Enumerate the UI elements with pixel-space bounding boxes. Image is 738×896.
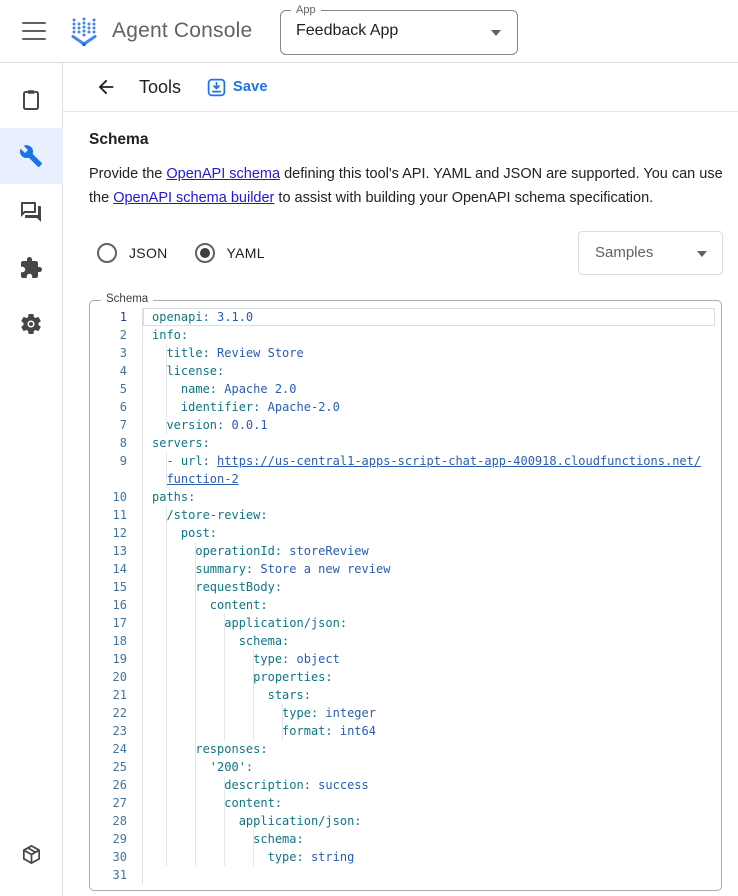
indent-guide — [195, 668, 196, 686]
line-number: 11 — [90, 506, 143, 524]
format-radio-group — [89, 243, 265, 263]
code-token: string — [303, 850, 355, 864]
indent-guide — [195, 614, 196, 632]
line-number: 16 — [90, 596, 143, 614]
code-text — [143, 470, 721, 488]
code-token: operationId: — [195, 544, 283, 558]
indent-guide — [224, 632, 225, 650]
line-number: 1 — [90, 308, 143, 326]
code-line — [90, 794, 721, 812]
indent-guide — [282, 704, 283, 722]
indent-guide — [166, 398, 167, 416]
code-token: Store a new review — [253, 562, 391, 576]
code-token: Apache 2.0 — [217, 382, 297, 396]
radio-selected-icon[interactable] — [195, 243, 215, 263]
product-name: Agent Console — [112, 19, 253, 42]
indent-guide — [195, 560, 196, 578]
code-line — [90, 560, 721, 578]
code-text — [143, 380, 721, 398]
save-button[interactable] — [207, 78, 268, 97]
code-text — [143, 560, 721, 578]
code-token: - url: — [166, 454, 210, 468]
line-number: 14 — [90, 560, 143, 578]
line-number: 31 — [90, 866, 143, 884]
code-line — [90, 578, 721, 596]
schema-heading: Schema — [89, 131, 149, 148]
cube-icon — [20, 843, 43, 866]
line-number: 27 — [90, 794, 143, 812]
code-token: Apache-2.0 — [260, 400, 340, 414]
radio-label: JSON — [129, 245, 168, 261]
code-token: content: — [209, 598, 268, 612]
code-token: success — [310, 778, 369, 792]
code-text — [143, 722, 721, 740]
sidebar-item-clipboard[interactable] — [0, 72, 63, 128]
schema-code-editor[interactable] — [89, 293, 722, 891]
code-line — [90, 344, 721, 362]
line-number: 2 — [90, 326, 143, 344]
back-button[interactable] — [95, 76, 117, 98]
line-number: 3 — [90, 344, 143, 362]
line-number: 21 — [90, 686, 143, 704]
indent-guide — [195, 740, 196, 758]
code-text — [143, 506, 721, 524]
indent-guide — [195, 596, 196, 614]
code-text — [143, 578, 721, 596]
code-line — [90, 470, 721, 488]
dropdown-caret-icon — [697, 251, 707, 257]
indent-guide — [166, 830, 167, 848]
indent-guide — [166, 758, 167, 776]
code-line — [90, 758, 721, 776]
line-number: 23 — [90, 722, 143, 740]
code-token: schema: — [253, 832, 304, 846]
code-text — [143, 848, 721, 866]
code-text — [143, 704, 721, 722]
indent-guide — [166, 596, 167, 614]
code-token: info: — [152, 328, 189, 342]
code-line — [90, 398, 721, 416]
code-token: integer — [318, 706, 376, 720]
indent-guide — [166, 722, 167, 740]
code-token: post: — [180, 526, 218, 540]
code-token: responses: — [195, 742, 268, 756]
indent-guide — [253, 668, 254, 686]
indent-guide — [166, 686, 167, 704]
code-line — [90, 776, 721, 794]
app-select-field-label: App — [291, 4, 321, 16]
indent-guide — [224, 668, 225, 686]
line-number: 24 — [90, 740, 143, 758]
line-number: 10 — [90, 488, 143, 506]
code-token: Review Store — [209, 346, 304, 360]
sidebar-item-conversations[interactable] — [0, 184, 63, 240]
code-token: summary: — [195, 562, 254, 576]
line-number: 7 — [90, 416, 143, 434]
code-text — [143, 632, 721, 650]
line-number: 6 — [90, 398, 143, 416]
indent-guide — [253, 848, 254, 866]
code-line — [90, 434, 721, 452]
code-line — [90, 308, 721, 326]
indent-guide — [166, 470, 167, 488]
dropdown-caret-icon — [491, 30, 501, 36]
code-text — [143, 668, 721, 686]
indent-guide — [166, 362, 167, 380]
app-select-value: Feedback App — [296, 22, 399, 39]
line-number: 30 — [90, 848, 143, 866]
code-token: application/json: — [238, 814, 362, 828]
indent-guide — [166, 668, 167, 686]
code-text — [143, 344, 721, 362]
clipboard-icon — [19, 88, 43, 112]
indent-guide — [166, 650, 167, 668]
line-number: 13 — [90, 542, 143, 560]
code-token: identifier: — [180, 400, 261, 414]
description-text: Provide the — [89, 166, 167, 182]
code-line — [90, 668, 721, 686]
indent-guide — [195, 650, 196, 668]
indent-guide — [166, 344, 167, 362]
indent-guide — [166, 560, 167, 578]
code-text — [143, 866, 721, 884]
indent-guide — [224, 830, 225, 848]
indent-guide — [195, 758, 196, 776]
indent-guide — [224, 776, 225, 794]
code-text — [143, 596, 721, 614]
indent-guide — [253, 722, 254, 740]
indent-guide — [166, 812, 167, 830]
line-number: 18 — [90, 632, 143, 650]
code-line — [90, 362, 721, 380]
top-app-bar — [0, 0, 738, 63]
line-number: 17 — [90, 614, 143, 632]
indent-guide — [195, 812, 196, 830]
code-token: description: — [224, 778, 311, 792]
line-number — [90, 470, 143, 488]
code-line — [90, 596, 721, 614]
code-line — [90, 452, 721, 470]
code-token: paths: — [152, 490, 196, 504]
code-line — [90, 740, 721, 758]
code-line — [90, 812, 721, 830]
code-token: content: — [224, 796, 283, 810]
code-line — [90, 614, 721, 632]
line-number: 28 — [90, 812, 143, 830]
code-line — [90, 650, 721, 668]
line-number: 22 — [90, 704, 143, 722]
code-line — [90, 848, 721, 866]
code-line — [90, 524, 721, 542]
description-text: defining this tool's API. YAML and JSON are supported. You can use the — [89, 166, 723, 206]
indent-guide — [166, 614, 167, 632]
line-number: 25 — [90, 758, 143, 776]
code-token: 0.0.1 — [224, 418, 268, 432]
line-number: 29 — [90, 830, 143, 848]
indent-guide — [166, 632, 167, 650]
code-token: license: — [166, 364, 225, 378]
app-select[interactable] — [280, 4, 518, 55]
samples-dropdown[interactable] — [578, 231, 723, 275]
code-token: /store-review: — [166, 508, 268, 522]
indent-guide — [195, 722, 196, 740]
editor-field-label: Schema — [101, 293, 153, 305]
code-lines — [90, 308, 721, 884]
sidebar-item-tools[interactable] — [0, 128, 63, 184]
indent-guide — [224, 650, 225, 668]
format-radio-yaml[interactable] — [195, 243, 265, 263]
code-token — [210, 454, 217, 468]
line-number: 4 — [90, 362, 143, 380]
sidebar-item-settings[interactable] — [0, 296, 63, 352]
code-token: int64 — [332, 724, 376, 738]
code-token: type: — [282, 706, 319, 720]
gear-icon — [19, 312, 43, 336]
code-token: version: — [166, 418, 225, 432]
code-line — [90, 866, 721, 884]
indent-guide — [166, 578, 167, 596]
code-text — [143, 416, 721, 434]
menu-icon[interactable] — [22, 22, 46, 40]
code-token: stars: — [267, 688, 311, 702]
code-text — [143, 398, 721, 416]
code-token: type: — [267, 850, 304, 864]
code-text — [143, 488, 721, 506]
code-text — [143, 452, 721, 470]
puzzle-icon — [19, 256, 43, 280]
indent-guide — [224, 686, 225, 704]
indent-guide — [166, 506, 167, 524]
save-label: Save — [233, 79, 268, 95]
indent-guide — [166, 794, 167, 812]
code-text — [143, 686, 721, 704]
indent-guide — [166, 542, 167, 560]
code-token: properties: — [253, 670, 333, 684]
line-number: 12 — [90, 524, 143, 542]
indent-guide — [253, 704, 254, 722]
openapi-link[interactable]: OpenAPI schema builder — [113, 190, 275, 206]
indent-guide — [195, 686, 196, 704]
indent-guide — [195, 578, 196, 596]
code-token: schema: — [238, 634, 290, 648]
code-url-link[interactable]: function-2 — [166, 472, 239, 486]
description-text: to assist with building your OpenAPI schema specification. — [274, 190, 654, 206]
code-token: servers: — [152, 436, 210, 450]
line-number: 8 — [90, 434, 143, 452]
code-token: application/json: — [224, 616, 348, 630]
code-token: 3.1.0 — [209, 310, 254, 324]
code-text — [143, 830, 721, 848]
code-token: name: — [180, 382, 218, 396]
save-icon — [207, 78, 226, 97]
openapi-link[interactable]: OpenAPI schema — [166, 166, 281, 182]
sidebar — [0, 63, 63, 896]
indent-guide — [195, 848, 196, 866]
code-text — [143, 362, 721, 380]
code-token: requestBody: — [195, 580, 283, 594]
indent-guide — [224, 848, 225, 866]
code-token: object — [289, 652, 340, 666]
code-token: storeReview — [282, 544, 369, 558]
indent-guide — [166, 848, 167, 866]
indent-guide — [253, 830, 254, 848]
chat-icon — [19, 200, 43, 224]
page-title: Tools — [139, 76, 182, 97]
indent-guide — [195, 632, 196, 650]
code-line — [90, 506, 721, 524]
indent-guide — [253, 650, 254, 668]
indent-guide — [166, 776, 167, 794]
code-line — [90, 380, 721, 398]
code-text — [143, 542, 721, 560]
code-token: openapi: — [152, 310, 210, 324]
indent-guide — [166, 380, 167, 398]
indent-guide — [166, 740, 167, 758]
code-text — [143, 308, 721, 326]
indent-guide — [195, 776, 196, 794]
indent-guide — [166, 704, 167, 722]
radio-unselected-icon[interactable] — [97, 243, 117, 263]
samples-dropdown-label: Samples — [595, 244, 654, 261]
indent-guide — [195, 542, 196, 560]
indent-guide — [195, 794, 196, 812]
indent-guide — [195, 704, 196, 722]
line-number: 9 — [90, 452, 143, 470]
sidebar-item-package[interactable] — [0, 826, 63, 882]
indent-guide — [224, 722, 225, 740]
line-number: 19 — [90, 650, 143, 668]
code-line — [90, 542, 721, 560]
sidebar-item-integrations[interactable] — [0, 240, 63, 296]
code-token: '200': — [209, 760, 254, 774]
code-text — [143, 614, 721, 632]
indent-guide — [224, 794, 225, 812]
code-line — [90, 632, 721, 650]
code-text — [143, 758, 721, 776]
indent-guide — [224, 812, 225, 830]
indent-guide — [166, 452, 167, 470]
code-text — [143, 776, 721, 794]
wrench-icon — [19, 144, 43, 168]
code-text — [143, 524, 721, 542]
code-url-link[interactable]: https://us-central1-apps-script-chat-app-400918.cloudfunctions.net/ — [217, 454, 702, 468]
indent-guide — [166, 416, 167, 434]
line-number: 5 — [90, 380, 143, 398]
code-text — [143, 326, 721, 344]
code-line — [90, 830, 721, 848]
line-number: 15 — [90, 578, 143, 596]
code-text — [143, 650, 721, 668]
code-line — [90, 686, 721, 704]
code-line — [90, 488, 721, 506]
code-token: format: — [282, 724, 333, 738]
radio-label: YAML — [226, 245, 265, 261]
code-line — [90, 326, 721, 344]
code-token: title: — [166, 346, 210, 360]
schema-description — [89, 162, 738, 210]
code-line — [90, 704, 721, 722]
line-number: 26 — [90, 776, 143, 794]
indent-guide — [253, 686, 254, 704]
arrow-back-icon — [95, 76, 117, 98]
code-text — [143, 794, 721, 812]
code-text — [143, 812, 721, 830]
indent-guide — [224, 704, 225, 722]
code-line — [90, 722, 721, 740]
code-text — [143, 740, 721, 758]
indent-guide — [166, 524, 167, 542]
format-radio-json[interactable] — [97, 243, 168, 263]
indent-guide — [195, 830, 196, 848]
page-header — [63, 63, 738, 112]
indent-guide — [224, 614, 225, 632]
code-text — [143, 434, 721, 452]
code-line — [90, 416, 721, 434]
agent-console-logo-icon — [66, 13, 102, 49]
code-token: type: — [253, 652, 290, 666]
indent-guide — [282, 722, 283, 740]
line-number: 20 — [90, 668, 143, 686]
